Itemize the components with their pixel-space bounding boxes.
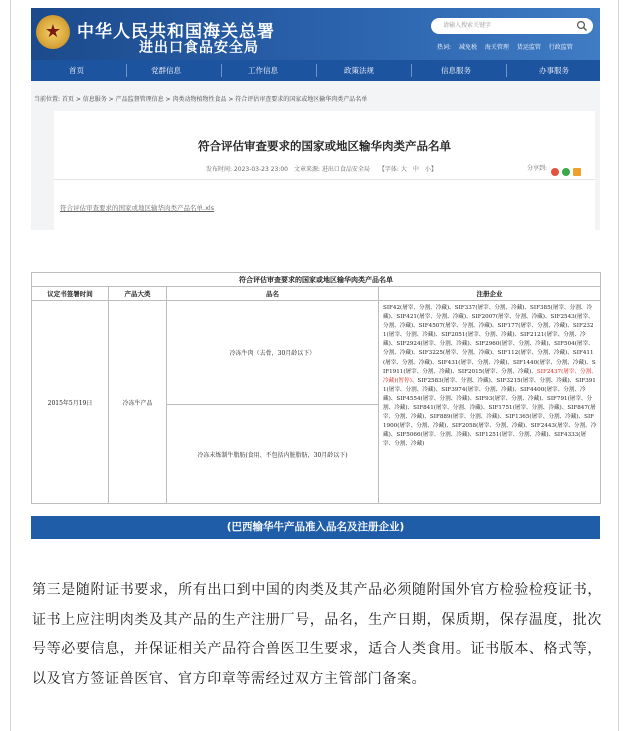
- hot-label: 热词:: [437, 44, 452, 51]
- search-placeholder: 请输入搜索关键字: [443, 22, 492, 29]
- registration-text: SIF42(屠宰、分割、冷藏)、SIF337(屠宰、分割、冷藏)、SIF385(屠宰、分割、冷藏)、SIF421(屠宰、分割、冷藏)、SIF2007(屠宰、分割、冷藏)、SIF2543(屠宰、分割、冷藏)、SIF4507(屠宰、分割、冷藏)、SIF177(屠宰、分割、冷藏)、SIF2321(屠宰、分割、冷藏)、SIF2051(屠宰、分割、冷藏)、SIF2121(屠宰、分割、冷藏)、SIF2924(屠宰、分割、冷藏)、SIF2960(屠宰、分割、冷藏)、SIF504(屠宰、分割、冷藏)、SIF3225(屠宰、分割、冷藏)、SIF112(屠宰、分割、冷藏)、SIF411(屠宰、分割、冷藏)、SIF431(屠宰、分割、冷藏)、SIF1440(屠宰、分割、冷藏)、SIF1911(屠宰、分割、冷藏)、SIF2015(屠宰、分割、冷藏)、: [383, 305, 596, 375]
- nav-item-policy[interactable]: 政策法规: [344, 66, 374, 75]
- suspended-registration: SIF2437(屠宰、分割、冷藏)(暂停): [383, 368, 597, 384]
- column-header: 议定书签署时间: [32, 287, 109, 301]
- nav-item-home[interactable]: 首页: [69, 66, 84, 75]
- site-subtitle: 进出口食品安全局: [139, 40, 259, 56]
- search-icon[interactable]: [576, 20, 588, 32]
- frame-left-border: [10, 0, 11, 731]
- weibo-share-icon[interactable]: [551, 168, 559, 176]
- hot-word-link[interactable]: 货运监管: [516, 44, 541, 51]
- search-input[interactable]: [431, 18, 593, 34]
- hot-word-link[interactable]: 行政监管: [548, 44, 573, 51]
- share-label: 分享到:: [527, 165, 548, 172]
- customs-site-screenshot: [31, 8, 600, 230]
- column-header: 品名: [167, 287, 379, 301]
- breadcrumb[interactable]: 当前位置: 首页 > 信息服务 > 产品监督管理信息 > 肉类动物植物性食品 > 符合评估审查要求的国家或地区输华肉类产品名单: [34, 96, 368, 103]
- wechat-share-icon[interactable]: [562, 168, 570, 176]
- body-paragraph: 第三是随附证书要求，所有出口到中国的肉类及其产品必须随附国外官方检验检疫证书，证书上应注明肉类及其产品的生产注册厂号，品名，生产日期，保质期，保存温度，批次号等必要信息，并保证相关产品符合兽医卫生要求，适合人类食用。证书版本、格式等，以及官方签证兽医官、官方印章等需经过双方主管部门备案。: [32, 582, 602, 687]
- article-title: 符合评估审查要求的国家或地区输华肉类产品名单: [198, 139, 451, 153]
- hot-word-link[interactable]: 海关管理: [484, 44, 509, 51]
- star-share-icon[interactable]: [573, 168, 581, 176]
- nav-item-work[interactable]: 工作信息: [248, 66, 278, 75]
- table-caption: 符合评估审查要求的国家或地区输华肉类产品名单: [32, 273, 601, 287]
- product-list-table-screenshot: [31, 272, 600, 516]
- column-header: 注册企业: [379, 287, 601, 301]
- attachment-link[interactable]: 符合评估审查要求的国家或地区输华肉类产品名单.xls: [60, 204, 215, 212]
- hot-words: [437, 42, 579, 51]
- article-panel: [54, 111, 595, 230]
- column-header: 产品大类: [109, 287, 167, 301]
- product-cell: 冷冻未炼制牛脂肪(食用、不包括内脏脂肪，30月龄以下): [167, 405, 379, 504]
- nav-item-service[interactable]: 办事服务: [539, 66, 569, 75]
- figure-caption: (巴西输华牛产品准入品名及注册企业): [31, 516, 600, 539]
- frame-right-border: [618, 0, 619, 731]
- hot-word-link[interactable]: 减免税: [458, 44, 477, 51]
- nav-item-party[interactable]: 党群信息: [151, 66, 181, 75]
- product-list-table: [31, 272, 601, 504]
- nav-divider: [221, 64, 222, 77]
- date-cell: 2015年5月19日: [32, 301, 109, 504]
- registered-enterprises-cell: [379, 301, 601, 504]
- nav-divider: [506, 64, 507, 77]
- share-icons: [551, 161, 584, 180]
- nav-divider: [411, 64, 412, 77]
- national-emblem-icon: ★: [36, 15, 70, 49]
- divider: [54, 179, 595, 180]
- nav-divider: [126, 64, 127, 77]
- category-cell: 冷冻牛产品: [109, 301, 167, 504]
- registration-text: 、SIF2583(屠宰、分割、冷藏)、SIF3215(屠宰、分割、冷藏)、SIF3911(屠宰、分割、冷藏)、SIF3974(屠宰、分割、冷藏)、SIF4400(屠宰、分割、冷藏)、SIF4554(屠宰、分割、冷藏)、SIF93(屠宰、分割、冷藏)、SIF791(屠宰、分割、冷藏)、SIF841(屠宰、分割、冷藏)、SIF1751(屠宰、分割、冷藏)、SIF847(屠宰、分割、冷藏)、SIF889(屠宰、分割、冷藏)、SIF1365(屠宰、分割、冷藏)、SIF1900(屠宰、分割、冷藏)、SIF2058(屠宰、分割、冷藏)、SIF2443(屠宰、分割、冷藏)、SIF5066(屠宰、分割、冷藏)、SIF1251(屠宰、分割、冷藏)、SIF4333(屠宰、分割、冷藏): [383, 377, 597, 448]
- main-nav: [31, 60, 600, 81]
- nav-item-info[interactable]: 信息服务: [441, 66, 471, 75]
- product-cell: 冷冻牛肉（去骨，30月龄以下）: [167, 301, 379, 405]
- site-title[interactable]: 中华人民共和国海关总署: [77, 22, 275, 42]
- site-banner: [31, 8, 600, 60]
- nav-divider: [316, 64, 317, 77]
- article-meta: 发布时间: 2023-03-23 23:00 文章来源: 进出口食品安全局 【字体: 大 中 小】: [206, 166, 437, 173]
